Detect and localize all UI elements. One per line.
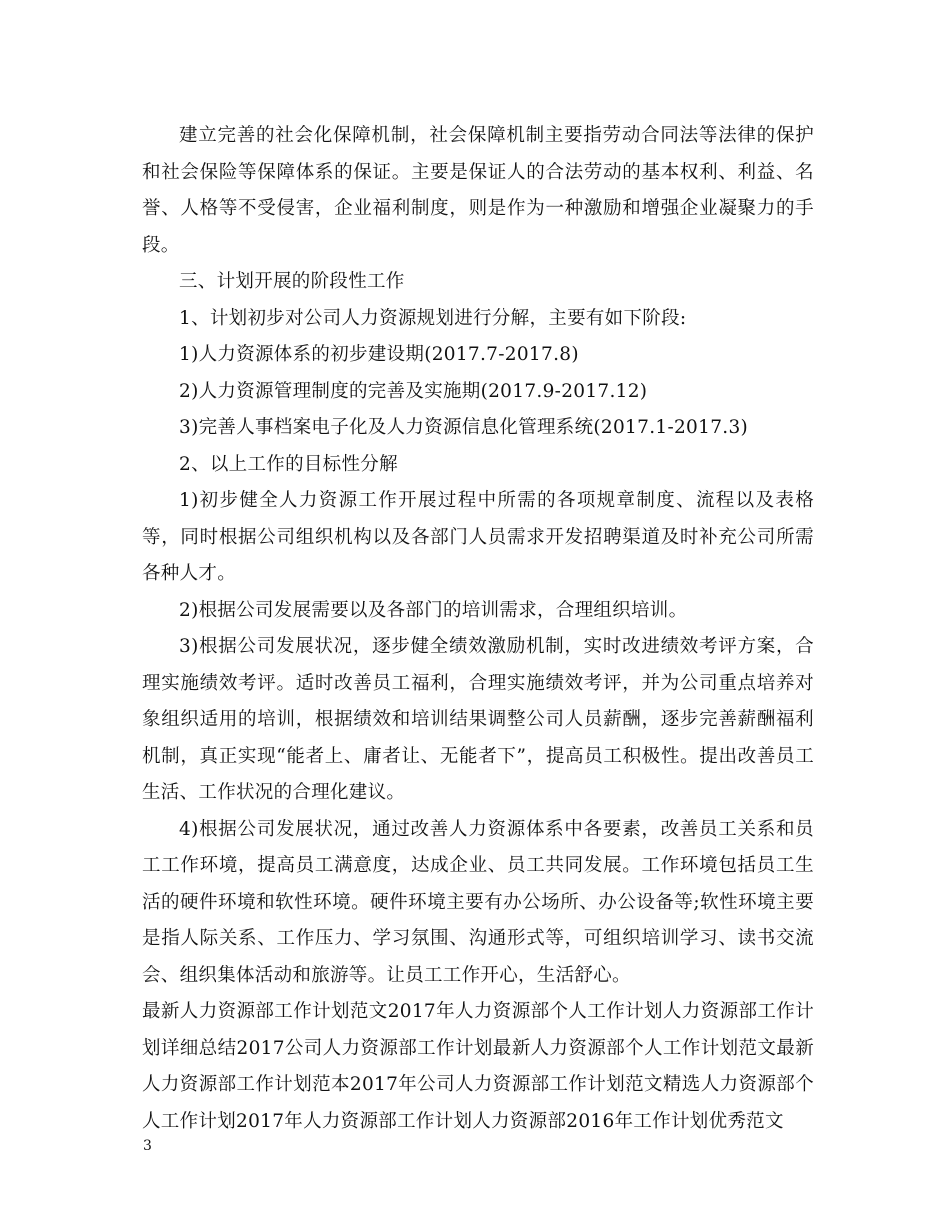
section-heading-phased-work: 三、计划开展的阶段性工作 bbox=[179, 271, 405, 292]
phase-item-1: 1)人力资源体系的初步建设期(2017.7-2017.8) bbox=[179, 344, 579, 365]
phase-item-2: 2)人力资源管理制度的完善及实施期(2017.9-2017.12) bbox=[179, 380, 648, 402]
related-links-text: 最新人力资源部工作计划范文2017年人力资源部个人工作计划人力资源部工作计划详细总结2017公司人力资源部工作计划最新人力资源部个人工作计划范文最新人力资源部工作计划范本2017年公司人力资源部工作计划范文精选人力资源部个人工作计划2017年人力资源部工作计划人力资源部2016年工作计划优秀范文 bbox=[142, 1001, 814, 1132]
subheading-plan-decomposition: 1、计划初步对公司人力资源规划进行分解，主要有如下阶段: bbox=[179, 307, 687, 329]
page-number: 3 bbox=[143, 1138, 152, 1154]
target-item-4: 4)根据公司发展状况，通过改善人力资源体系中各要素，改善员工关系和员工工作环境，提高员工满意度，达成企业、员工共同发展。工作环境包括员工生活的硬件环境和软性环境。硬件环境主要有办公场所、办公设备等;软性环境主要是指人际关系、工作压力、学习氛围、沟通形式等，可组织培训学习、读书交流会、组织集体活动和旅游等。让员工工作开心，生活舒心。 bbox=[142, 818, 814, 986]
subheading-target-decomposition: 2、以上工作的目标性分解 bbox=[179, 453, 398, 475]
paragraph-social-security: 建立完善的社会化保障机制，社会保障机制主要指劳动合同法等法律的保护和社会保险等保障体系的保证。主要是保证人的合法劳动的基本权利、利益、名誉、人格等不受侵害，企业福利制度，则是作为一种激励和增强企业凝聚力的手段。 bbox=[142, 125, 814, 256]
target-item-2: 2)根据公司发展需要以及各部门的培训需求，合理组织培训。 bbox=[179, 599, 688, 621]
target-item-3: 3)根据公司发展状况，逐步健全绩效激励机制，实时改进绩效考评方案，合理实施绩效考评。适时改善员工福利，合理实施绩效考评，并为公司重点培养对象组织适用的培训，根据绩效和培训结果调整公司人员薪酬，逐步完善薪酬福利机制，真正实现“能者上、庸者让、无能者下”，提高员工积极性。提出改善员工生活、工作状况的合理化建议。 bbox=[142, 636, 814, 803]
document-body bbox=[142, 118, 814, 1140]
target-item-1: 1)初步健全人力资源工作开展过程中所需的各项规章制度、流程以及表格等，同时根据公司组织机构以及各部门人员需求开发招聘渠道及时补充公司所需各种人才。 bbox=[142, 490, 814, 584]
phase-item-3: 3)完善人事档案电子化及人力资源信息化管理系统(2017.1-2017.3) bbox=[179, 417, 749, 438]
